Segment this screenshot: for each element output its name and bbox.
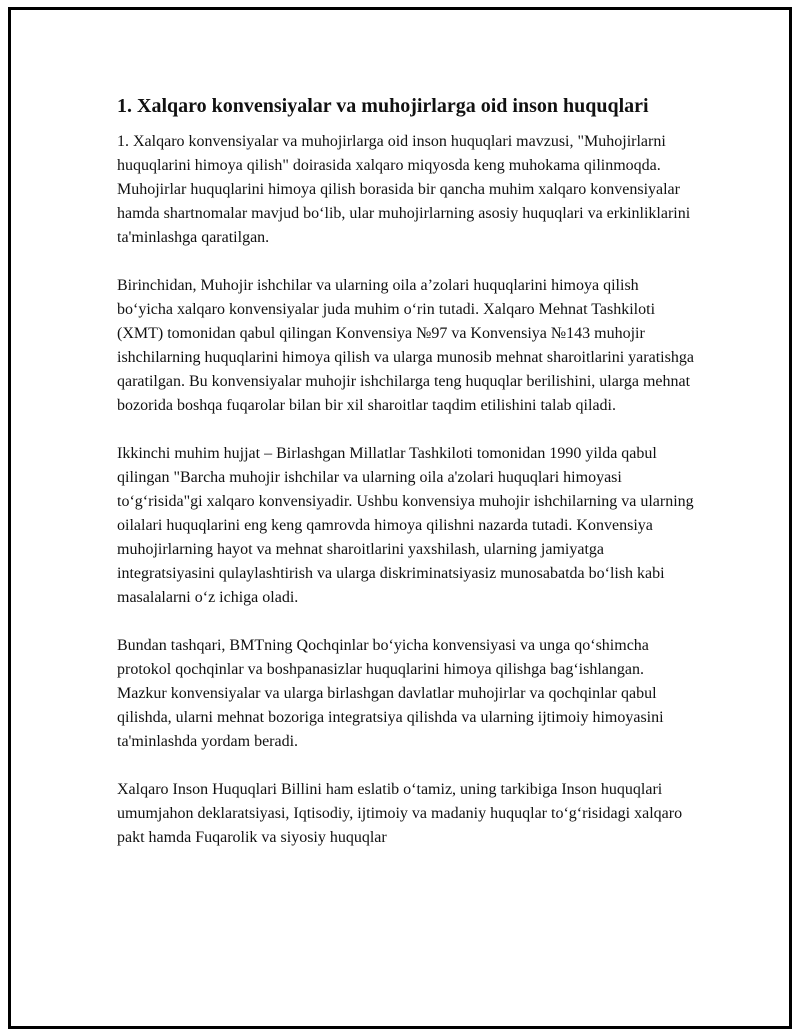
document-body (117, 93, 697, 874)
paragraph-bill-of-rights: Xalqaro Inson Huquqlari Billini ham eslatib o‘tamiz, uning tarkibiga Inson huquqlari umumjahon deklaratsiyasi, Iqtisodiy, ijtimoiy va madaniy huquqlar to‘g‘risidagi xalqaro pakt hamda Fuqarolik va siyosiy huquqlar (117, 781, 683, 846)
paragraph-refugee-convention: Bundan tashqari, BMTning Qochqinlar bo‘yicha konvensiyasi va unga qo‘shimcha protokol qochqinlar va boshpanasizlar huquqlarini himoya qilishga bag‘ishlangan. Mazkur konvensiyalar va ularga birlashgan davlatlar muhojirlar va qochqinlar qabul qilishda, ularni mehnat bozoriga integratsiya qilishda va ularning ijtimoiy himoyasini ta'minlashda yordam beradi. (117, 637, 664, 750)
paragraph-second-point: Ikkinchi muhim hujjat – Birlashgan Millatlar Tashkiloti tomonidan 1990 yilda qabul qilingan "Barcha muhojir ishchilar va ularning oila a'zolari huquqlari himoyasi to‘g‘risida"gi xalqaro konvensiyadir. Ushbu konvensiya muhojir ishchilarning va ularning oilalari huquqlarini eng keng qamrovda himoya qilishni nazarda tutadi. Konvensiya muhojirlarning hayot va mehnat sharoitlarini yaxshilash, ularning jamiyatga integratsiyasini qulaylashtirish va ularga diskriminatsiyasiz munosabatda bo‘lish kabi masalalarni o‘z ichiga oladi. (117, 445, 694, 606)
document-title: 1. Xalqaro konvensiyalar va muhojirlarga oid inson huquqlari (117, 95, 649, 117)
paragraph-first-point: Birinchidan, Muhojir ishchilar va ularning oila a’zolari huquqlarini himoya qilish bo‘yicha xalqaro konvensiyalar juda muhim o‘rin tutadi. Xalqaro Mehnat Tashkiloti (XMT) tomonidan qabul qilingan Konvensiya №97 va Konvensiya №143 muhojir ishchilarning huquqlarini himoya qilish va ularga munosib mehnat sharoitlarini yaratishga qaratilgan. Bu konvensiyalar muhojir ishchilarga teng huquqlar berilishini, ularga mehnat bozorida boshqa fuqarolar bilan bir xil sharoitlar taqdim etilishini talab qiladi. (117, 277, 694, 414)
paragraph-intro: 1. Xalqaro konvensiyalar va muhojirlarga oid inson huquqlari mavzusi, "Muhojirlarni huquqlarini himoya qilish" doirasida xalqaro miqyosda keng muhokama qilinmoqda. Muhojirlar huquqlarini himoya qilish borasida bir qancha muhim xalqaro konvensiyalar hamda shartnomalar mavjud bo‘lib, ular muhojirlarning asosiy huquqlari va erkinliklarini ta'minlashga qaratilgan. (117, 133, 691, 246)
